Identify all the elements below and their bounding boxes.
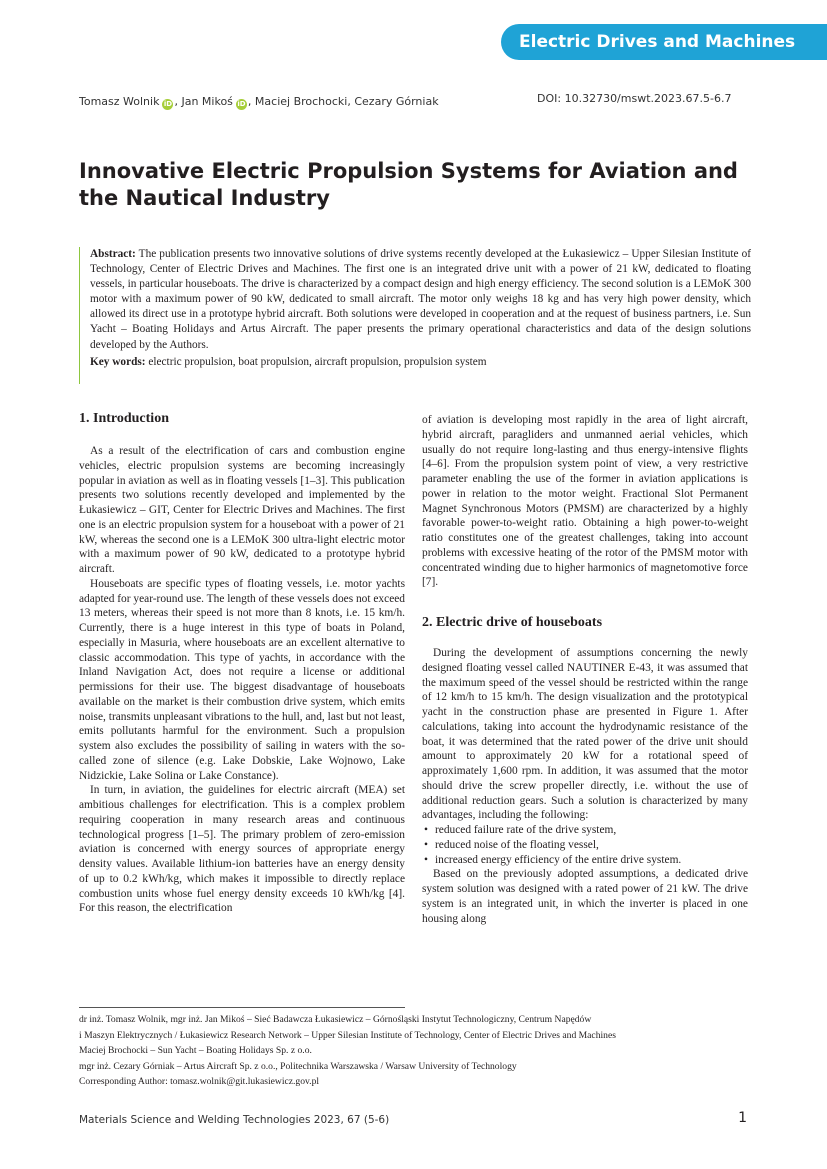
section-tab: Electric Drives and Machines (501, 24, 827, 60)
footnote-line: i Maszyn Elektrycznych / Łukasiewicz Research Network – Upper Silesian Institute of Technology, Center of Electric Drives and Machines (79, 1029, 616, 1041)
paragraph: of aviation is developing most rapidly in the area of light aircraft, hybrid aircraft, paragliders and unmanned aerial vehicles, which usually do not require long-lasting and thus energy-intensive flights [4–6]. From the propulsion system point of view, a very restrictive parameter enabling the use of the former in aviation applications is power in relation to the motor weight. Fractional Slot Permanent Magnet Synchronous Motors (PMSM) are characterized by a highly favorable power-to-weight ratio. Obtaining a high power-to-weight ratio constitutes one of the greatest challenges, taking into account problems with excessive heating of the rotor of the PMSM motor with concentrated winding due to higher harmonics of magnetomotive force [7]. (422, 414, 748, 589)
footnote-line: Corresponding Author: tomasz.wolnik@git.lukasiewicz.gov.pl (79, 1076, 320, 1088)
list-item: • reduced failure rate of the drive system, (422, 823, 748, 838)
author-name: Tomasz Wolnik (79, 95, 160, 108)
section-heading: 1. Introduction (79, 411, 169, 426)
right-column (422, 413, 748, 926)
author-list (79, 95, 439, 110)
keywords-text: electric propulsion, boat propulsion, aircraft propulsion, propulsion system (145, 355, 487, 368)
orcid-icon[interactable]: iD (163, 100, 173, 108)
footnote-divider (79, 1007, 405, 1008)
paragraph: In turn, in aviation, the guidelines for electric aircraft (MEA) set ambitious challenges for electrification. This is a complex problem requiring cooperation in many research areas and continuous technological progress [1–5]. The primary problem of zero-emission aviation is concerned with energy sources of appropriate energy density values. Available lithium-ion batteries have an energy density of up to 0.2 kWh/kg, which makes it impossible to directly replace combustion units whose fuel energy density exceeds 10 kWh/kg [4]. For this reason, the electrification (79, 784, 405, 915)
footnotes (79, 1012, 759, 1090)
article-title: Innovative Electric Propulsion Systems for Aviation and the Nautical Industry (79, 159, 738, 210)
author-separator: , (347, 95, 355, 108)
orcid-icon[interactable]: iD (237, 100, 246, 108)
doi[interactable]: DOI: 10.32730/mswt.2023.67.5-6.7 (537, 92, 732, 105)
footnote-line: dr inż. Tomasz Wolnik, mgr inż. Jan Mikoś – Sieć Badawcza Łukasiewicz – Górnośląski Instytut Technologiczny, Centrum Napędów (79, 1014, 592, 1025)
paragraph: As a result of the electrification of cars and combustion engine vehicles, electric propulsion systems are becoming increasingly popular in aviation as well as in floating vessels [1–3]. This publication presents two solutions recently developed and implemented by the Łukasiewicz – GIT, Center for Electric Drives and Machines. The first one is an electric propulsion system for a houseboat with a power of 21 kW, whereas the second one is a LEMoK 300 ultra-light electric motor with a maximum power of 90 kW, dedicated to a prototype hybrid aircraft. (79, 445, 405, 575)
page-number: 1 (738, 1110, 747, 1126)
left-column (79, 410, 405, 916)
paragraph: Based on the previously adopted assumptions, a dedicated drive system solution was designed with a rated power of 21 kW. The drive system is an integrated unit, in which the inverter is placed in one housing along (422, 868, 748, 925)
footnote-line: Maciej Brochocki – Sun Yacht – Boating Holidays Sp. z o.o. (79, 1045, 312, 1057)
author-name: Maciej Brochocki (254, 95, 348, 108)
journal-footer: Materials Science and Welding Technologies 2023, 67 (5-6) (79, 1114, 390, 1126)
section-heading: 2. Electric drive of houseboats (422, 615, 603, 630)
bullet-list (422, 823, 748, 867)
author-separator: , (174, 95, 182, 108)
abstract-block (79, 247, 751, 384)
paragraph: During the development of assumptions concerning the newly designed floating vessel called NAUTINER E-43, it was assumed that the maximum speed of the vessel should be restricted within the range of 12 km/h to 15 km/h. The design visualization and the prototypical yacht in the construction phase are presented in Figure 1. After calculations, taking into account the hydrodynamic resistance of the boat, it was determined that the rated power of the drive unit should amount to approximately 20 kW for a rotational speed of approximately 1,600 rpm. In addition, it was assumed that the motor should drive the screw propeller directly, i.e. without the use of additional reduction gears. Such a solution is characterized by many advantages, including the following: (422, 647, 748, 822)
abstract-label: Abstract: (90, 248, 136, 260)
paragraph: Houseboats are specific types of floating vessels, i.e. motor yachts adapted for year-round use. The length of these vessels does not exceed 13 meters, whereas their speed is not more than 8 knots, i.e. 15 km/h. Currently, there is a huge interest in this type of boats in Poland, especially in Masuria, where houseboats are an excellent alternative to classic accommodation. This type of yachts, in accordance with the Inland Navigation Act, does not require a license or additional permissions for their use. The biggest disadvantage of houseboats available on the market is their combustion drive system, which emits noise, transmits unpleasant vibrations to the hull, and, last but not least, emits pollutants harmful for the environment. Such a propulsion system also excludes the possibility of sailing in waters with the so-called zone of silence (e.g. Lake Dobskie, Lake Wojnowo, Lake Nidzickie, Lake Solina or Lake Constance). (79, 577, 405, 782)
author-name: Jan Mikoś (181, 95, 233, 108)
author-name: Cezary Górniak (354, 95, 439, 108)
footnote-line: mgr inż. Cezary Górniak – Artus Aircraft Sp. z o.o., Politechnika Warszawska / Warsaw University of Technology (79, 1060, 517, 1072)
keywords-label: Key words: (90, 355, 146, 368)
abstract (90, 247, 751, 353)
author-separator: , (247, 95, 255, 108)
list-item: • increased energy efficiency of the entire drive system. (422, 853, 748, 868)
list-item: • reduced noise of the floating vessel, (422, 838, 748, 853)
keywords (90, 355, 751, 370)
abstract-text: The publication presents two innovative solutions of drive systems recently developed at the Łukasiewicz – Upper Silesian Institute of Technology, Center of Electric Drives and Machines. The first one is an integrated drive unit with a power of 21 kW, dedicated to floating vessels, in particular houseboats. The drive is characterized by a compact design and high energy efficiency. The second solution is a LEMoK 300 motor with a maximum power of 90 kW, dedicated to small aircraft. The motor only weighs 18 kg and has very high power density, which allowed its direct use in a prototype hybrid aircraft. Both solutions were developed in cooperation and at the request of business partners, i.e. Sun Yacht – Boating Holidays and Artus Aircraft. The paper presents the primary operational characteristics and data of the design solutions developed by the Authors. (90, 248, 751, 351)
